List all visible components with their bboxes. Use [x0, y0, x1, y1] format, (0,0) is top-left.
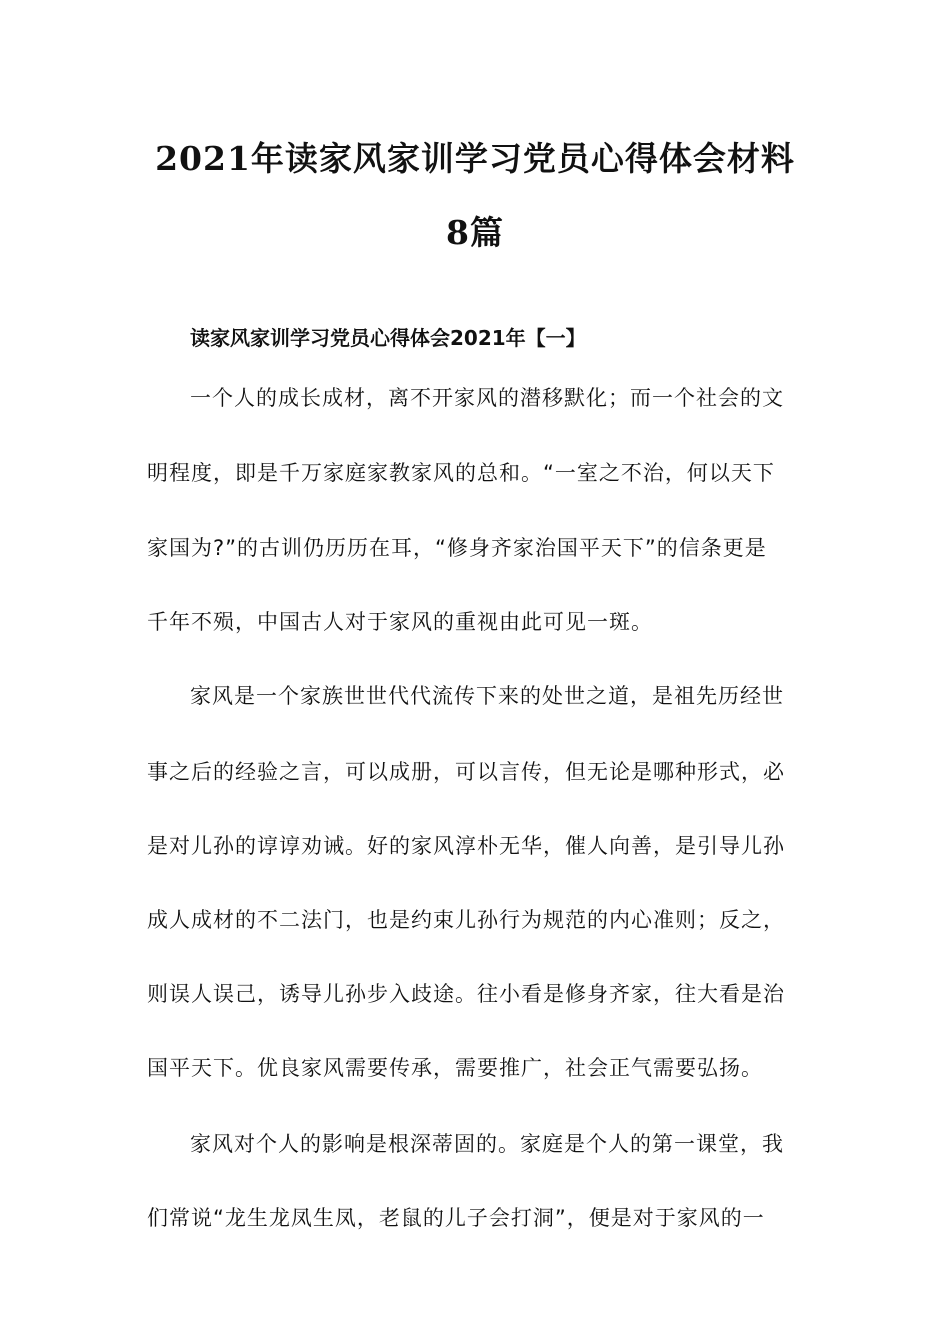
paragraph-line: 一个人的成长成材，离不开家风的潜移默化；而一个社会的文 — [190, 386, 784, 410]
paragraph-line: 千年不殒，中国古人对于家风的重视由此可见一斑。 — [147, 610, 653, 634]
paragraph-line: 家风对个人的影响是根深蒂固的。家庭是个人的第一课堂，我 — [190, 1132, 784, 1156]
paragraph-line: 家国为?”的古训仍历历在耳，“修身齐家治国平天下”的信条更是 — [147, 536, 767, 560]
paragraph-line: 家风是一个家族世世代代流传下来的处世之道，是祖先历经世 — [190, 684, 784, 708]
paragraph-line: 明程度，即是千万家庭家教家风的总和。“一室之不治，何以天下 — [147, 461, 775, 485]
section-heading: 读家风家训学习党员心得体会2021年【一】 — [190, 326, 586, 350]
paragraph-line: 成人成材的不二法门，也是约束儿孙行为规范的内心准则；反之， — [147, 908, 785, 932]
paragraph-line: 事之后的经验之言，可以成册，可以言传，但无论是哪种形式，必 — [147, 760, 785, 784]
paragraph-line: 是对儿孙的谆谆劝诫。好的家风淳朴无华，催人向善，是引导儿孙 — [147, 834, 785, 858]
document-title-line-2: 8篇 — [446, 213, 504, 252]
paragraph-line: 们常说“龙生龙凤生凤，老鼠的儿子会打洞”，便是对于家风的一 — [147, 1206, 765, 1230]
document-title-line-1: 2021年读家风家训学习党员心得体会材料 — [155, 139, 795, 178]
paragraph-line: 则误人误己，诱导儿孙步入歧途。往小看是修身齐家，往大看是治 — [147, 982, 785, 1006]
paragraph-line: 国平天下。优良家风需要传承，需要推广，社会正气需要弘扬。 — [147, 1056, 763, 1080]
